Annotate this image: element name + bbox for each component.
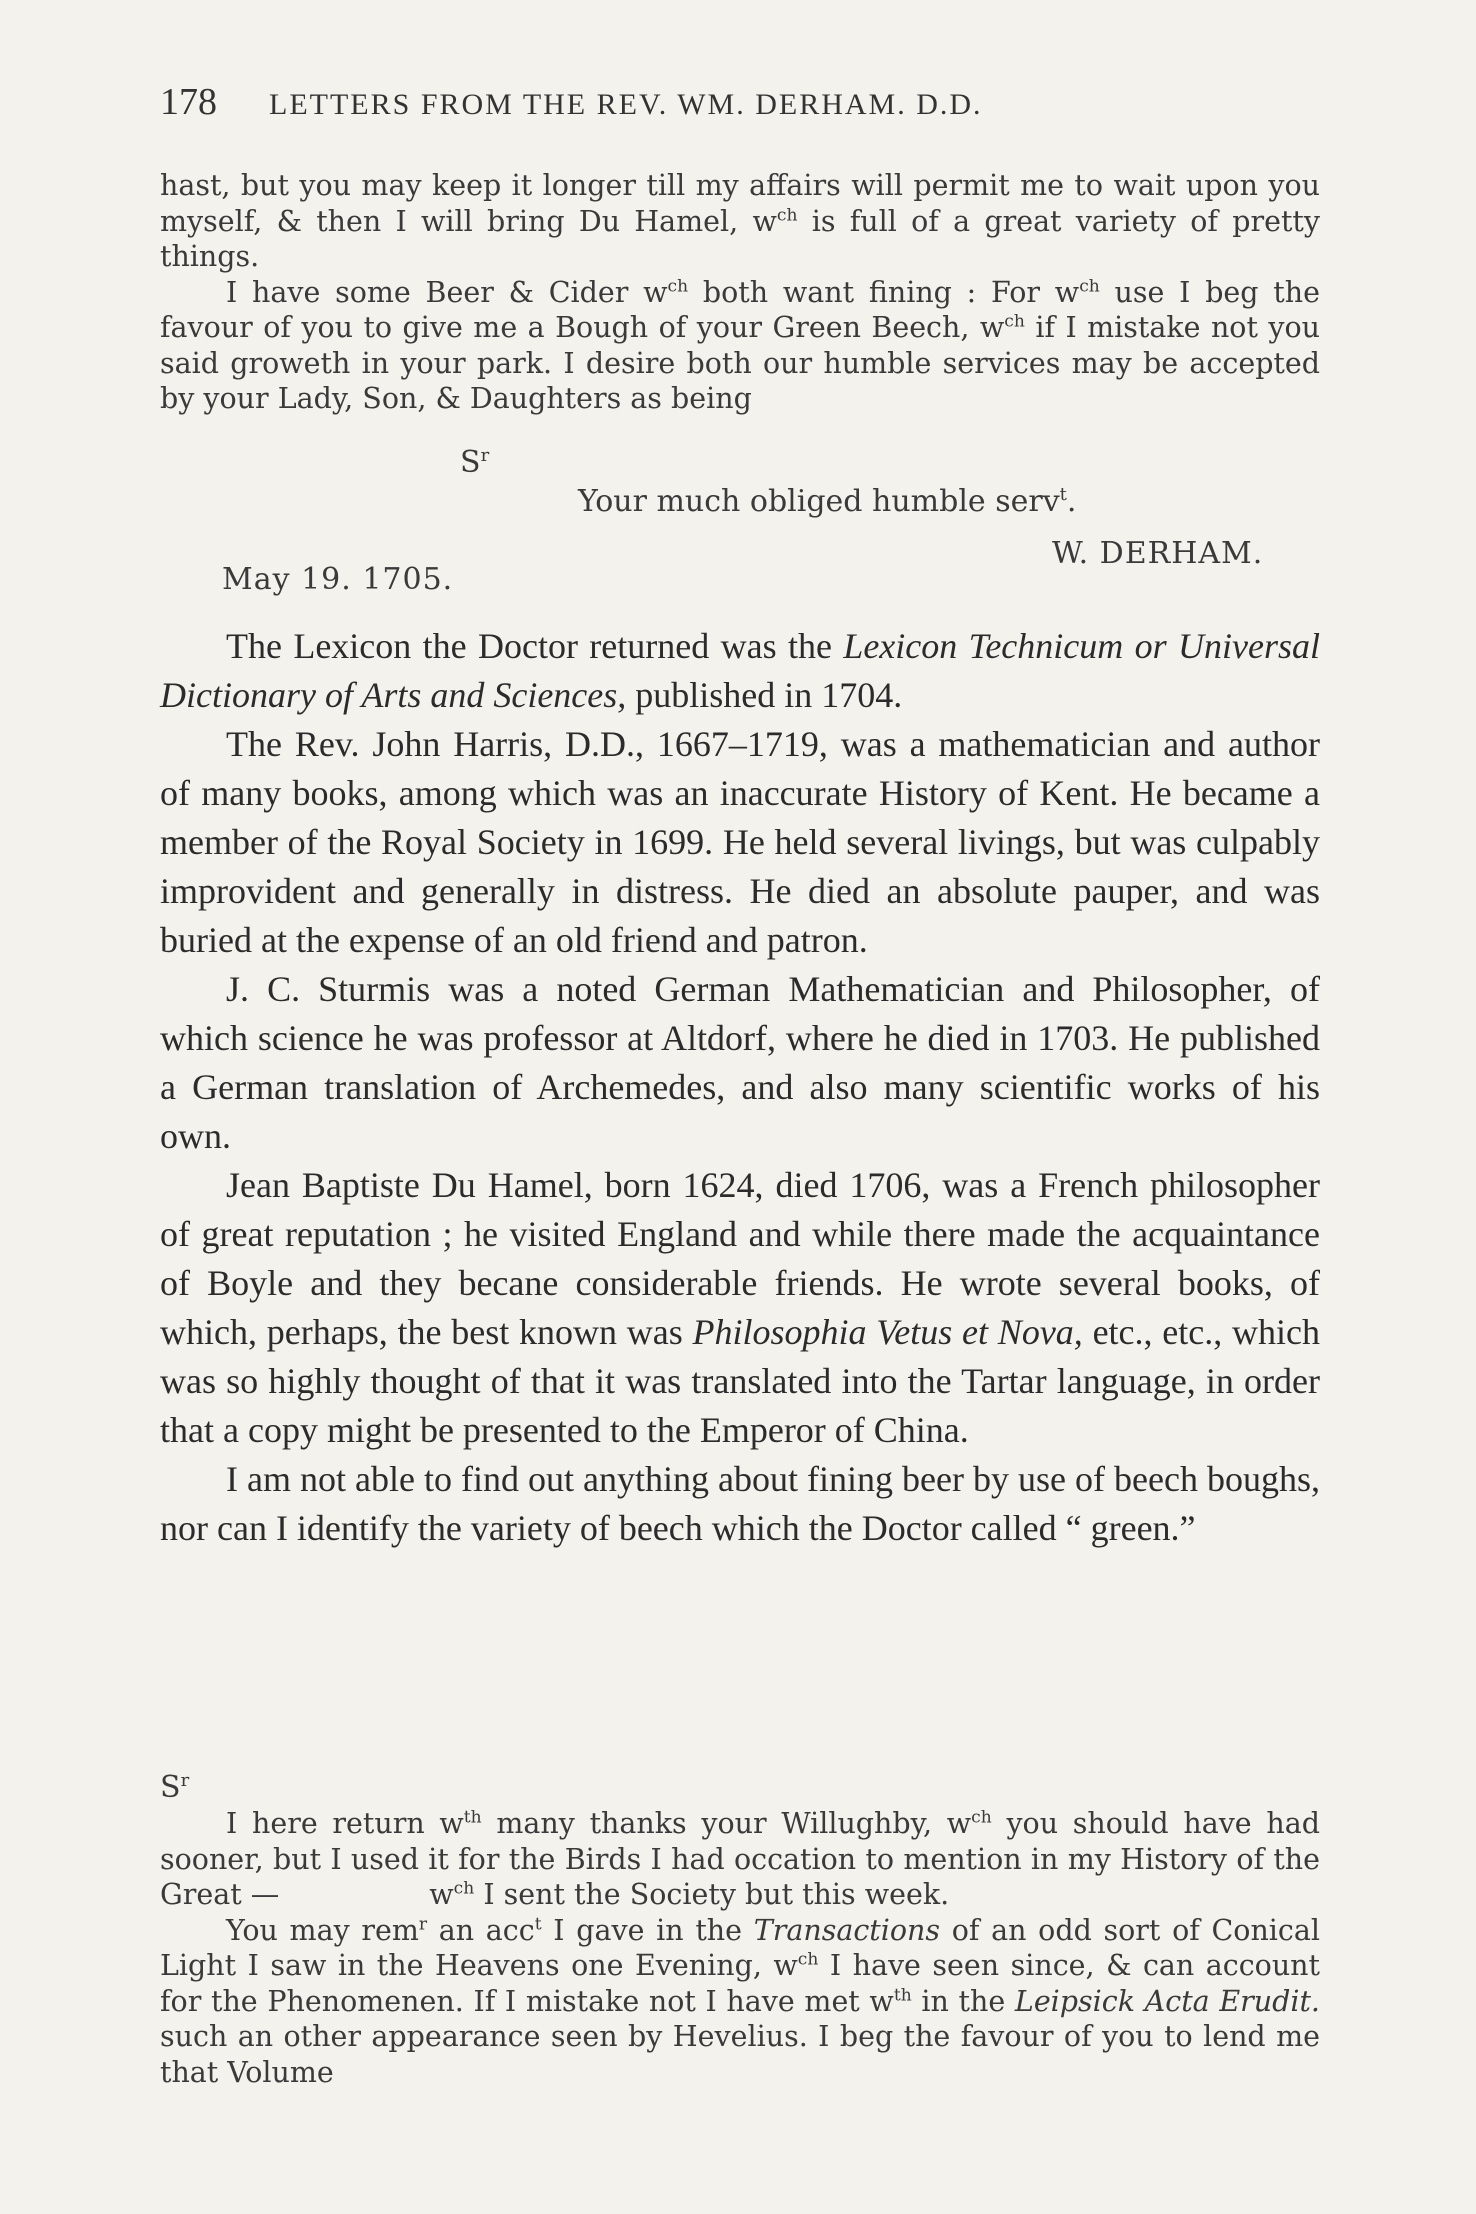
note-paragraph: I am not able to find out anything about fining beer by use of beech boughs, nor can I identify the variety of beech which the Doctor called “ green.”	[160, 1459, 1320, 1548]
letter-paragraph: I have some Beer & Cider $w^{ch}$ both want fining : For $w^{ch}$ use I beg the favour of you to give me a Bough of your Green Beech, $w^{ch}$ if I mistake not you said groweth in your park. I desire both our humble services may be accepted by your Lady, Son, & Daughters as being	[160, 275, 1320, 415]
running-title: LETTERS FROM THE REV. WM. DERHAM. D.D.	[269, 88, 983, 121]
letter-salutation: $S^r$	[460, 445, 490, 480]
note-paragraph: The Rev. John Harris, D.D., 1667–1719, was a mathematician and author of many books, among which was an inaccurate History of Kent. He became a member of the Royal Society in 1699. He held several livings, but was culpably improvident and generally in distress. He died an absolute pauper, and was buried at the expense of an old friend and patron.	[160, 724, 1320, 960]
letter-paragraph: hast, but you may keep it longer till my affairs will permit me to wait upon you myself, & then I will bring Du Hamel, $w^{ch}$ is full of a great variety of pretty things.	[160, 169, 1320, 273]
running-header	[160, 80, 1320, 124]
note-paragraph: The Lexicon the Doctor returned was the Lexicon Technicum or Universal Dictionary of Arts and Sciences, published in 1704.	[160, 626, 1320, 715]
page-number: 178	[160, 81, 217, 123]
letter-paragraph: You may rem$^r$ an acc$^t$ I gave in the Transactions of an odd sort of Conical Light I saw in the Heavens one Evening, $w^{ch}$ I have seen since, & can account for the Phenomenen. If I mistake not I have met $w^{th}$ in the Leipsick Acta Erudit. such an other appearance seen by Hevelius. I beg the favour of you to lend me that Volume	[160, 1913, 1320, 2089]
letter-paragraph: I here return $w^{th}$ many thanks your Willughby, $w^{ch}$ you should have had sooner, but I used it for the Birds I had occation to mention in my History of the Great — $w^{ch}$ I sent the Society but this week.	[160, 1807, 1320, 1911]
note-paragraph: J. C. Sturmis was a noted German Mathematician and Philosopher, of which science he was professor at Altdorf, where he died in 1703. He published a German translation of Archemedes, and also many scientific works of his own.	[160, 969, 1320, 1156]
second-letter	[160, 1806, 1320, 2090]
note-paragraph: Jean Baptiste Du Hamel, born 1624, died 1706, was a French philosopher of great reputation ; he visited England and while there made the acquaintance of Boyle and they becane considerable friends. He wrote several books, of which, perhaps, the best known was Philosophia Vetus et Nova, etc., etc., which was so highly thought of that it was translated into the Tartar language, in order that a copy might be presented to the Emperor of China.	[160, 1165, 1321, 1450]
editorial-notes	[160, 622, 1320, 1553]
letter-continuation	[160, 168, 1320, 417]
letter-closing: Your much obliged humble serv$^t$.	[578, 484, 1077, 519]
letter-salutation: $S^r$	[160, 1770, 190, 1805]
letter-signature: W. DERHAM.	[1052, 536, 1264, 571]
letter-date: May 19. 1705.	[222, 562, 454, 597]
